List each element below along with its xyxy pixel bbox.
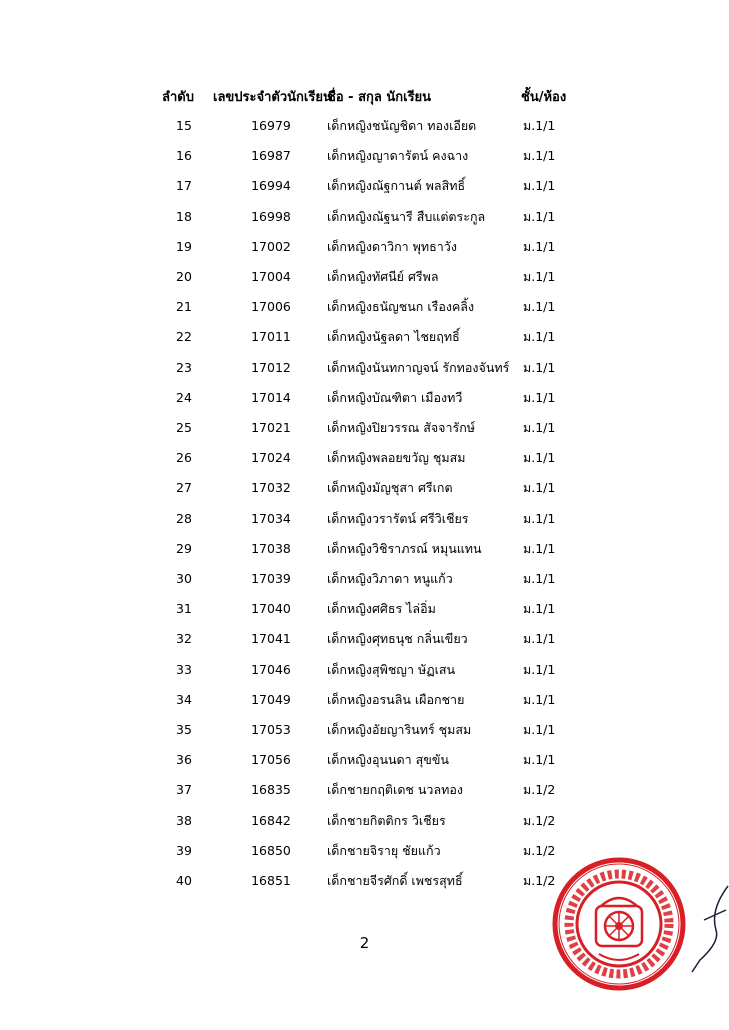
student-name: เด็กหญิงบัณฑิตา เมืองทวี <box>327 390 463 405</box>
student-id: 16850 <box>251 843 291 858</box>
class-room: ม.1/1 <box>523 511 556 526</box>
header-name: ชื่อ - สกุล นักเรียน <box>327 90 432 105</box>
student-id: 17056 <box>251 752 291 767</box>
row-number: 28 <box>176 511 192 526</box>
signature-icon <box>690 880 729 990</box>
class-room: ม.1/1 <box>523 420 556 435</box>
class-room: ม.1/1 <box>523 148 556 163</box>
row-number: 19 <box>176 239 192 254</box>
class-room: ม.1/1 <box>523 480 556 495</box>
student-name: เด็กหญิงทัศนีย์ ศรีพล <box>327 269 439 284</box>
student-id: 17014 <box>251 390 291 405</box>
class-room: ม.1/1 <box>523 269 556 284</box>
class-room: ม.1/2 <box>523 843 556 858</box>
row-number: 25 <box>176 420 192 435</box>
row-number: 27 <box>176 480 192 495</box>
student-id: 16998 <box>251 209 291 224</box>
student-name: เด็กหญิงญาดารัตน์ คงฉาง <box>327 148 469 163</box>
row-number: 39 <box>176 843 192 858</box>
header-student-id: เลขประจำตัวนักเรียน <box>213 90 332 105</box>
class-room: ม.1/1 <box>523 239 556 254</box>
class-room: ม.1/1 <box>523 571 556 586</box>
row-number: 26 <box>176 450 192 465</box>
student-id: 17004 <box>251 269 291 284</box>
student-id: 16994 <box>251 178 291 193</box>
class-room: ม.1/1 <box>523 601 556 616</box>
student-id: 17049 <box>251 692 291 707</box>
class-room: ม.1/1 <box>523 541 556 556</box>
student-id: 17040 <box>251 601 291 616</box>
student-id: 17038 <box>251 541 291 556</box>
student-name: เด็กหญิงอรนลิน เผือกชาย <box>327 692 465 707</box>
row-number: 23 <box>176 360 192 375</box>
student-name: เด็กหญิงณัฐกานต์ พลสิทธิ์ <box>327 178 466 193</box>
student-id: 17002 <box>251 239 291 254</box>
student-name: เด็กหญิงนัฐลดา ไชยฤทธิ์ <box>327 329 460 344</box>
row-number: 32 <box>176 631 192 646</box>
class-room: ม.1/2 <box>523 873 556 888</box>
row-number: 16 <box>176 148 192 163</box>
student-name: เด็กหญิงสุพิชญา ษัฏเสน <box>327 662 456 677</box>
student-id: 17034 <box>251 511 291 526</box>
row-number: 33 <box>176 662 192 677</box>
class-room: ม.1/2 <box>523 813 556 828</box>
student-name: เด็กหญิงณัฐนารี สืบแต่ตระกูล <box>327 209 486 224</box>
student-name: เด็กหญิงปิยวรรณ สัจจารักษ์ <box>327 420 476 435</box>
class-room: ม.1/1 <box>523 390 556 405</box>
school-seal-icon <box>549 854 689 994</box>
student-id: 17011 <box>251 329 291 344</box>
row-number: 29 <box>176 541 192 556</box>
row-number: 30 <box>176 571 192 586</box>
class-room: ม.1/2 <box>523 782 556 797</box>
student-id: 17006 <box>251 299 291 314</box>
student-name: เด็กหญิงพลอยขวัญ ชุมสม <box>327 450 466 465</box>
class-room: ม.1/1 <box>523 178 556 193</box>
student-id: 16835 <box>251 782 291 797</box>
header-no: ลำดับ <box>162 90 194 105</box>
student-name: เด็กหญิงวรารัตน์ ศรีวิเชียร <box>327 511 469 526</box>
student-name: เด็กหญิงดาวิกา พุทธาวัง <box>327 239 457 254</box>
row-number: 24 <box>176 390 192 405</box>
student-name: เด็กชายจีรศักดิ์ เพชรสุทธิ์ <box>327 873 463 888</box>
class-room: ม.1/1 <box>523 329 556 344</box>
student-name: เด็กหญิงศศิธร ไล่อิ่ม <box>327 601 436 616</box>
student-name: เด็กชายกิตติกร วิเชียร <box>327 813 446 828</box>
class-room: ม.1/1 <box>523 209 556 224</box>
row-number: 18 <box>176 209 192 224</box>
row-number: 21 <box>176 299 192 314</box>
student-name: เด็กหญิงชนัญชิดา ทองเอียด <box>327 118 477 133</box>
class-room: ม.1/1 <box>523 299 556 314</box>
student-name: เด็กหญิงธนัญชนก เรืองคลิ้ง <box>327 299 475 314</box>
student-id: 16987 <box>251 148 291 163</box>
student-id: 17021 <box>251 420 291 435</box>
class-room: ม.1/1 <box>523 722 556 737</box>
row-number: 31 <box>176 601 192 616</box>
class-room: ม.1/1 <box>523 450 556 465</box>
student-name: เด็กหญิงอัยญารินทร์ ชุมสม <box>327 722 472 737</box>
student-id: 17012 <box>251 360 291 375</box>
student-id: 16979 <box>251 118 291 133</box>
student-name: เด็กหญิงวิชิราภรณ์ หมุนแทน <box>327 541 482 556</box>
student-id: 17041 <box>251 631 291 646</box>
student-id: 17032 <box>251 480 291 495</box>
row-number: 37 <box>176 782 192 797</box>
class-room: ม.1/1 <box>523 360 556 375</box>
row-number: 36 <box>176 752 192 767</box>
student-name: เด็กหญิงศุทธนุช กลิ่นเขียว <box>327 631 468 646</box>
student-name: เด็กหญิงมัญชุสา ศรีเกต <box>327 480 453 495</box>
row-number: 40 <box>176 873 192 888</box>
row-number: 34 <box>176 692 192 707</box>
student-name: เด็กชายกฤติเดช นวลทอง <box>327 782 463 797</box>
row-number: 15 <box>176 118 192 133</box>
student-id: 17024 <box>251 450 291 465</box>
student-id: 17046 <box>251 662 291 677</box>
row-number: 17 <box>176 178 192 193</box>
class-room: ม.1/1 <box>523 692 556 707</box>
row-number: 35 <box>176 722 192 737</box>
student-id: 17053 <box>251 722 291 737</box>
page-number: 2 <box>359 934 370 952</box>
class-room: ม.1/1 <box>523 631 556 646</box>
row-number: 20 <box>176 269 192 284</box>
student-name: เด็กชายจิรายุ ชัยแก้ว <box>327 843 441 858</box>
student-id: 16842 <box>251 813 291 828</box>
row-number: 22 <box>176 329 192 344</box>
class-room: ม.1/1 <box>523 662 556 677</box>
student-name: เด็กหญิงวิภาดา หนูแก้ว <box>327 571 453 586</box>
class-room: ม.1/1 <box>523 752 556 767</box>
class-room: ม.1/1 <box>523 118 556 133</box>
row-number: 38 <box>176 813 192 828</box>
student-id: 16851 <box>251 873 291 888</box>
header-room: ชั้น/ห้อง <box>521 90 567 105</box>
student-name: เด็กหญิงอุนนดา สุขขัน <box>327 752 449 767</box>
student-name: เด็กหญิงนันทกาญจน์ รักทองจันทร์ <box>327 360 510 375</box>
student-id: 17039 <box>251 571 291 586</box>
